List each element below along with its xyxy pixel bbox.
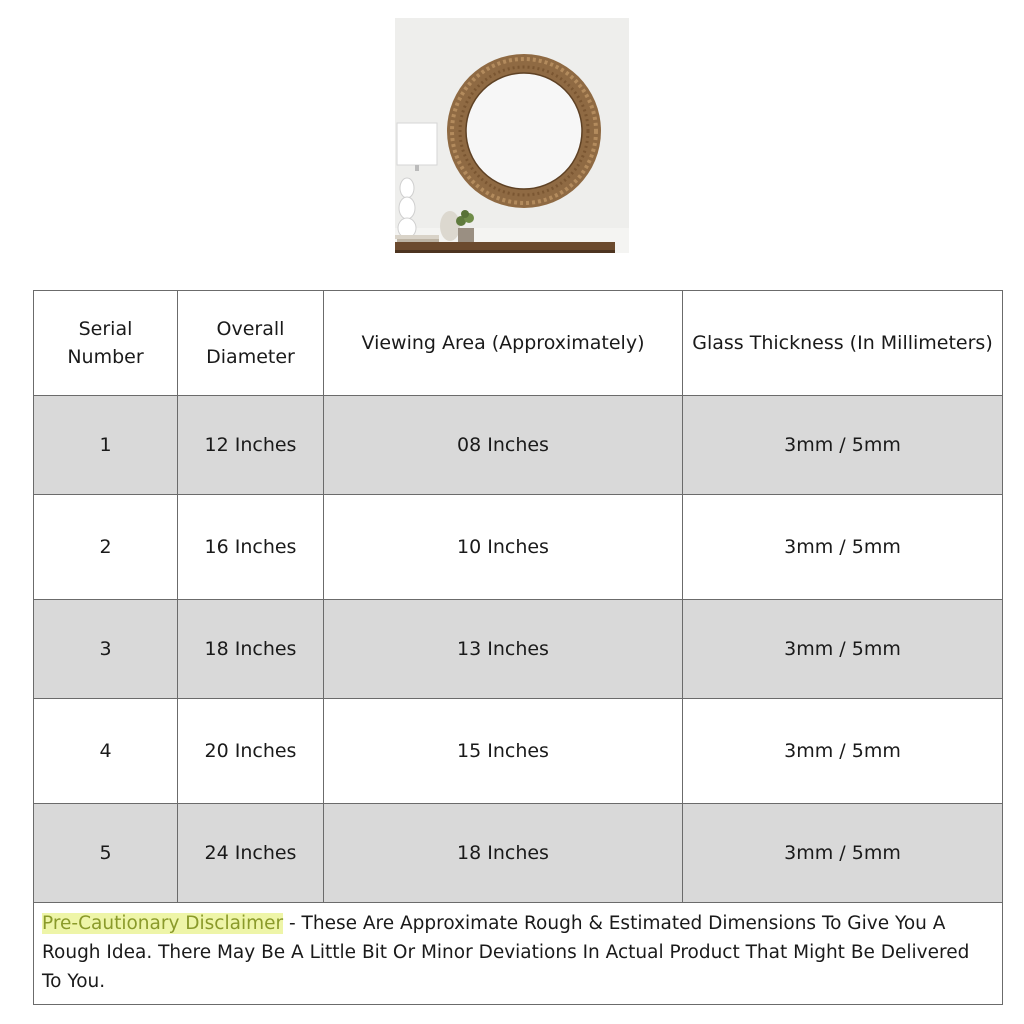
header-serial-line-1: Serial xyxy=(78,318,133,340)
product-photo xyxy=(395,18,629,253)
table-row xyxy=(34,396,1003,495)
cell-serial: 3 xyxy=(34,600,178,699)
cell-viewing-area: 08 Inches xyxy=(324,396,683,495)
disclaimer-text: - These Are Approximate Rough & Estimated Dimensions To Give You A Rough Idea. There May Be A Little Bit Or Minor Deviations In Actual Product That Might Be Delivered To You. xyxy=(42,913,970,992)
cell-viewing-area: 18 Inches xyxy=(324,804,683,903)
cell-glass-thickness: 3mm / 5mm xyxy=(683,699,1003,804)
round-rope-mirror-photo-icon xyxy=(395,18,629,253)
table-row xyxy=(34,495,1003,600)
cell-serial: 5 xyxy=(34,804,178,903)
cell-viewing-area: 13 Inches xyxy=(324,600,683,699)
cell-serial: 2 xyxy=(34,495,178,600)
table-row xyxy=(34,804,1003,903)
cell-serial: 4 xyxy=(34,699,178,804)
header-overall-diameter xyxy=(178,291,324,396)
disclaimer-label: Pre-Cautionary Disclaimer xyxy=(42,913,284,934)
header-diameter-line-2: Diameter xyxy=(206,346,295,368)
cell-diameter: 12 Inches xyxy=(178,396,324,495)
table-header-row xyxy=(34,291,1003,396)
cell-viewing-area: 10 Inches xyxy=(324,495,683,600)
header-glass-thickness: Glass Thickness (In Millimeters) xyxy=(683,291,1003,396)
disclaimer-cell xyxy=(34,903,1003,1005)
header-serial-number xyxy=(34,291,178,396)
cell-diameter: 24 Inches xyxy=(178,804,324,903)
cell-glass-thickness: 3mm / 5mm xyxy=(683,600,1003,699)
header-diameter-line-1: Overall xyxy=(216,318,285,340)
cell-glass-thickness: 3mm / 5mm xyxy=(683,804,1003,903)
cell-viewing-area: 15 Inches xyxy=(324,699,683,804)
cell-diameter: 20 Inches xyxy=(178,699,324,804)
cell-glass-thickness: 3mm / 5mm xyxy=(683,396,1003,495)
cell-serial: 1 xyxy=(34,396,178,495)
cell-diameter: 18 Inches xyxy=(178,600,324,699)
cell-glass-thickness: 3mm / 5mm xyxy=(683,495,1003,600)
header-serial-line-2: Number xyxy=(67,346,144,368)
header-viewing-area: Viewing Area (Approximately) xyxy=(324,291,683,396)
table-row xyxy=(34,600,1003,699)
disclaimer-row xyxy=(34,903,1003,1005)
size-spec-table xyxy=(33,290,1003,1005)
cell-diameter: 16 Inches xyxy=(178,495,324,600)
table-row xyxy=(34,699,1003,804)
